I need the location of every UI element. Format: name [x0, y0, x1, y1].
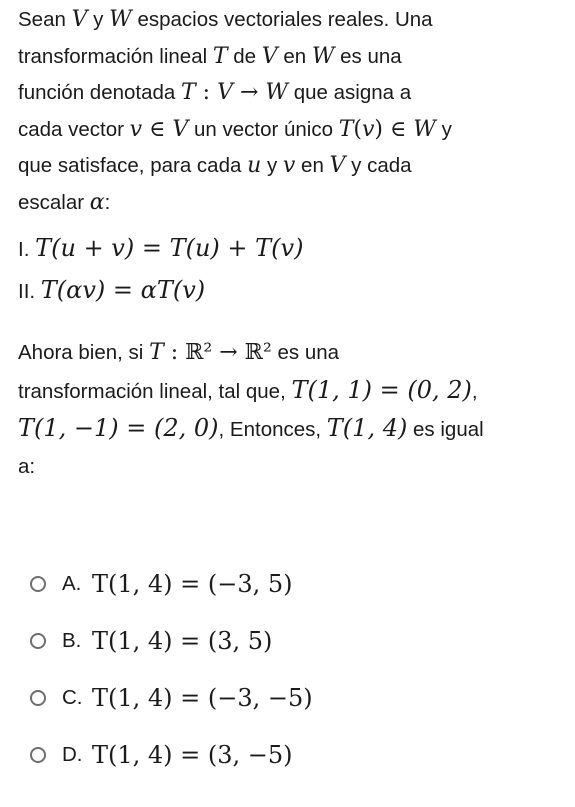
radio-button-b[interactable] — [30, 633, 46, 649]
statement-line-3: T(1, −1) = (2, 0), Entonces, T(1, 4) es igual — [18, 414, 484, 442]
property-additivity: I. T(u + v) = T(u) + T(v) — [18, 234, 304, 262]
intro-line-4: cada vector v ∈ V un vector único T(v) ∈ W y — [18, 116, 452, 142]
option-letter: D. — [62, 743, 83, 766]
option-a[interactable] — [30, 566, 293, 602]
option-letter: A. — [62, 572, 82, 595]
radio-button-a[interactable] — [30, 576, 46, 592]
statement-line-2: transformación lineal, tal que, T(1, 1) = (0, 2), — [18, 375, 478, 404]
intro-line-5: que satisface, para cada u y v en V y cada — [18, 153, 412, 178]
property-list — [18, 228, 563, 312]
radio-button-d[interactable] — [30, 747, 46, 763]
intro-line-2: transformación lineal T de V en W es una — [18, 43, 402, 69]
option-b[interactable] — [30, 623, 272, 659]
statement-line-1: Ahora bien, si T : ℝ² → ℝ² es una — [18, 340, 340, 365]
option-text: T(1, 4) = (3, 5) — [92, 627, 273, 655]
intro-line-3: función denotada T : V → W que asigna a — [18, 80, 412, 105]
question-statement — [18, 335, 563, 485]
option-letter: C. — [62, 686, 83, 709]
question-intro — [18, 2, 563, 221]
intro-line-1: Sean V y W espacios vectoriales reales. Una — [18, 7, 433, 32]
option-text: T(1, 4) = (−3, 5) — [92, 570, 293, 598]
radio-button-c[interactable] — [30, 690, 46, 706]
statement-line-4: a: — [18, 454, 36, 478]
intro-line-6: escalar α: — [18, 189, 111, 215]
option-c[interactable] — [30, 680, 313, 716]
option-d[interactable] — [30, 737, 293, 773]
property-homogeneity: II. T(αv) = αT(v) — [18, 276, 206, 304]
option-text: T(1, 4) = (−3, −5) — [92, 684, 313, 712]
option-text: T(1, 4) = (3, −5) — [92, 741, 293, 769]
option-letter: B. — [62, 629, 82, 652]
